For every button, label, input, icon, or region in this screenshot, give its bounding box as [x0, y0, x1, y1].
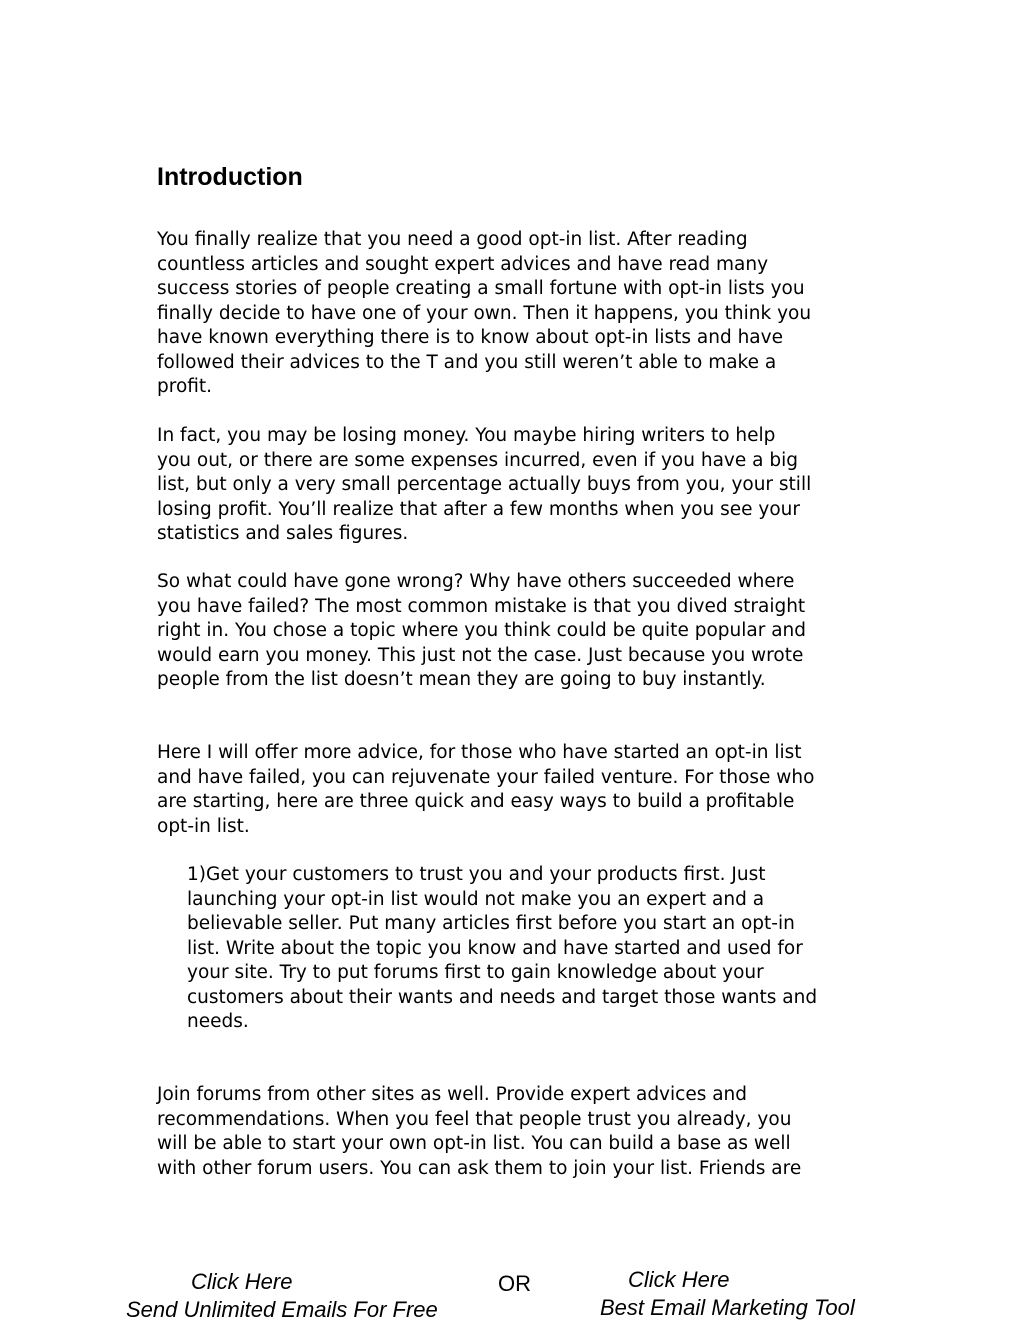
- paragraph-line: have known everything there is to know about opt-in lists and have: [157, 327, 783, 348]
- link-label-click-here: Click Here: [191, 1269, 293, 1294]
- paragraph-more-advice: [157, 741, 897, 839]
- paragraph-line: will be able to start your own opt-in list. You can build a base as well: [157, 1133, 791, 1154]
- paragraph-line: success stories of people creating a small fortune with opt-in lists you: [157, 278, 805, 299]
- best-email-marketing-link[interactable]: [600, 1266, 855, 1322]
- paragraph-line: statistics and sales figures.: [157, 523, 409, 544]
- paragraph-line: you have failed? The most common mistake is that you dived straight: [157, 595, 806, 617]
- paragraph-line: right in. You chose a topic where you think could be quite popular and: [157, 620, 806, 641]
- paragraph-line: list, but only a very small percentage actually buys from you, your still: [157, 474, 812, 495]
- paragraph-line: you out, or there are some expenses incurred, even if you have a big: [157, 449, 798, 471]
- paragraph-join-forums: [157, 1083, 897, 1181]
- list-item-trust: [187, 863, 927, 1035]
- paragraph-line: countless articles and sought expert advices and have read many: [157, 253, 769, 275]
- link-label-description: Best Email Marketing Tool: [600, 1295, 855, 1320]
- paragraph-line: list. Write about the topic you know and have started and used for: [187, 937, 803, 959]
- paragraph-line: needs.: [187, 1011, 249, 1032]
- paragraph-line: profit.: [157, 376, 213, 397]
- paragraph-line: finally decide to have one of your own. Then it happens, you think you: [157, 302, 812, 324]
- paragraph-line: You finally realize that you need a good opt-in list. After reading: [157, 229, 748, 250]
- link-label-click-here: Click Here: [628, 1267, 730, 1292]
- paragraph-line: your site. Try to put forums first to gain knowledge about your: [187, 962, 764, 983]
- send-unlimited-emails-link[interactable]: [126, 1268, 438, 1324]
- paragraph-line: followed their advices to the T and you still weren’t able to make a: [157, 351, 777, 373]
- link-label-description: Send Unlimited Emails For Free: [126, 1297, 438, 1322]
- paragraph-line: losing profit. You’ll realize that after a few months when you see your: [157, 498, 800, 520]
- paragraph-line: Here I will offer more advice, for those who have started an opt-in list: [157, 742, 802, 763]
- section-heading: Introduction: [157, 163, 303, 191]
- paragraph-line: So what could have gone wrong? Why have others succeeded where: [157, 571, 795, 592]
- or-separator: OR: [498, 1271, 531, 1296]
- paragraph-line: and have failed, you can rejuvenate your failed venture. For those who: [157, 766, 815, 788]
- paragraph-line: In fact, you may be losing money. You maybe hiring writers to help: [157, 425, 776, 446]
- paragraph-what-went-wrong: [157, 570, 897, 693]
- paragraph-line: people from the list doesn’t mean they are going to buy instantly.: [157, 669, 766, 690]
- paragraph-line: customers about their wants and needs and target those wants and: [187, 986, 818, 1008]
- paragraph-line: recommendations. When you feel that people trust you already, you: [157, 1108, 792, 1130]
- paragraph-line: with other forum users. You can ask them to join your list. Friends are: [157, 1157, 802, 1179]
- paragraph-line: 1)Get your customers to trust you and your products first. Just: [187, 864, 766, 885]
- paragraph-line: opt-in list.: [157, 815, 250, 837]
- paragraph-line: are starting, here are three quick and easy ways to build a profitable: [157, 791, 795, 812]
- paragraph-line: launching your opt-in list would not make you an expert and a: [187, 888, 765, 910]
- paragraph-line: would earn you money. This just not the case. Just because you wrote: [157, 644, 804, 666]
- paragraph-line: Join forums from other sites as well. Provide expert advices and: [157, 1084, 748, 1105]
- paragraph-intro: [157, 228, 897, 400]
- paragraph-losing-money: [157, 424, 897, 547]
- paragraph-line: believable seller. Put many articles first before you start an opt-in: [187, 913, 795, 934]
